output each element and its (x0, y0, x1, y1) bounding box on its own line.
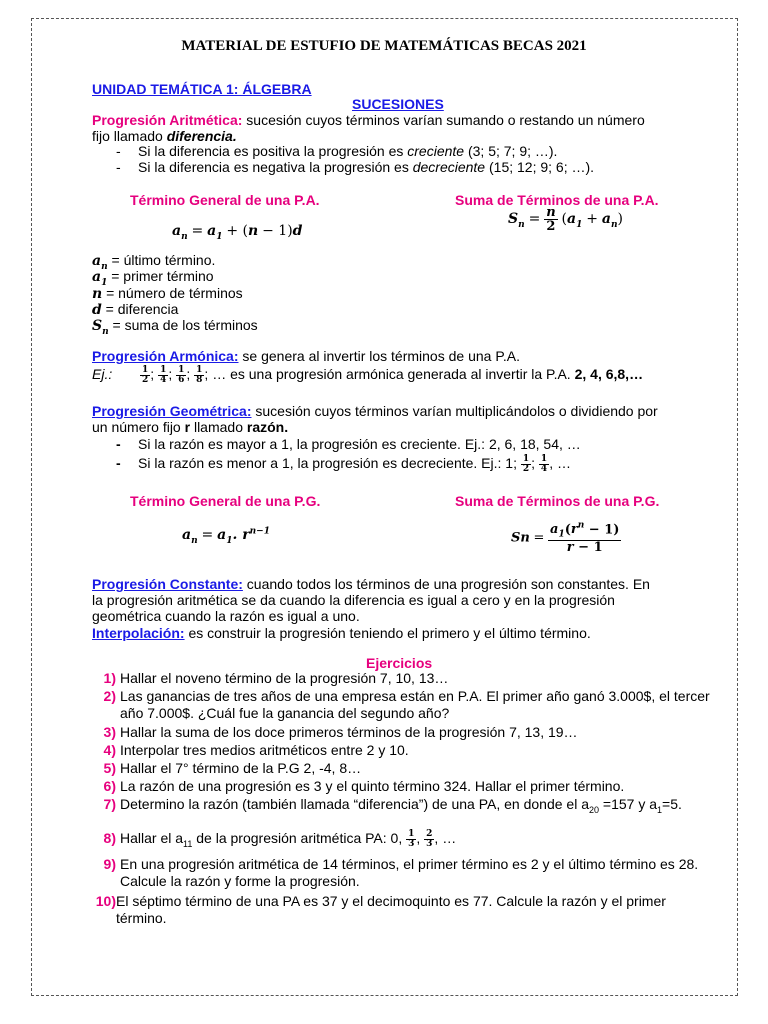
exercise-2: 2) Las ganancias de tres años de una empresa están en P.A. El primer año ganó 3.000$, el tercer año 7.000$. ¿Cuál fue la ganancia del segundo año? (103, 688, 710, 721)
harmonic-example: Ej.: $\frac{1}{2}$ ; $\frac{1}{4}$ ; $\frac{1}{6}$ ; $\frac{1}{8}$ ; … es una progresión armónica generada al invertir la P.A. 2, 4, 6,8,… (92, 365, 644, 385)
pg-sum-title: Suma de Términos de una P.G. (455, 493, 660, 509)
pg-general-title: Término General de una P.G. (130, 493, 321, 509)
exercise-7: 7) Determino la razón (también llamada “diferencia”) de una PA, en donde el $a_{20} =157$ y $a_1=5$. (103, 796, 682, 815)
def-n: n = número de términos (92, 285, 243, 302)
pa-definition-line2: fijo llamado diferencia. (92, 128, 237, 144)
pg-definition-line1: Progresión Geométrica: sucesión cuyos términos varían multiplicándolos o dividiendo por (92, 403, 658, 419)
pg-bullet-increasing: - Si la razón es mayor a 1, la progresión es creciente. Ej.: 2, 6, 18, 54, … (116, 436, 581, 452)
exercise-3: 3) Hallar la suma de los doce primeros términos de la progresión 7, 13, 19… (103, 724, 578, 740)
exercise-1: 1) Hallar el noveno término de la progresión 7, 10, 13… (103, 670, 449, 686)
pa-label: Progresión Aritmética: (92, 112, 243, 128)
pg-general-formula: $a_n = a_1$. $r^{n-1}$ (182, 526, 270, 546)
harmonic-definition: Progresión Armónica: se genera al invertir los términos de una P.A. (92, 348, 520, 364)
pg-label: Progresión Geométrica: (92, 403, 252, 419)
def-sn: $S_n$ = suma de los términos (92, 317, 258, 337)
def-an: $a_n$ = último término. (92, 252, 216, 272)
pa-sum-formula: $S_n$ = $\frac{n}{2}$ $(a_1 + a_n)$ (508, 205, 623, 234)
pg-sum-formula: Sn = $\frac{a_1(r^n - 1)}{r - 1}$ (511, 521, 620, 555)
pa-general-title: Término General de una P.A. (130, 192, 320, 208)
pa-definition-line1: Progresión Aritmética: sucesión cuyos términos varían sumando o restando un número (92, 112, 645, 128)
pa-bullet-increasing: - Si la diferencia es positiva la progresión es creciente (3; 5; 7; 9; …). (116, 143, 558, 159)
exercises-title: Ejercicios (366, 655, 433, 671)
pg-definition-line2: un número fijo r llamado razón. (92, 419, 289, 435)
unit-heading: UNIDAD TEMÁTICA 1: ÁLGEBRA (92, 81, 312, 97)
interpolation-definition: Interpolación: es construir la progresión teniendo el primero y el último término. (92, 625, 591, 641)
exercise-8: 8) Hallar el $a_{11}$ de la progresión aritmética PA: 0, $\frac{1}{3}$ , $\frac{2}{3}$ , … (103, 829, 457, 849)
def-d: d = diferencia (92, 301, 179, 318)
pa-sum-title: Suma de Términos de una P.A. (455, 192, 659, 208)
exercise-4: 4) Interpolar tres medios aritméticos entre 2 y 10. (103, 742, 409, 758)
constant-line1: Progresión Constante: cuando todos los términos de una progresión son constantes. En (92, 576, 650, 592)
exercise-6: 6) La razón de una progresión es 3 y el quinto término 324. Hallar el primer término. (103, 778, 625, 794)
exercise-5: 5) Hallar el 7° término de la P.G 2, -4, 8… (103, 760, 362, 776)
page-title: MATERIAL DE ESTUFIO DE MATEMÁTICAS BECAS 2021 (181, 38, 587, 54)
constant-line3: geométrica cuando la razón es igual a uno. (92, 608, 360, 624)
section-heading: SUCESIONES (352, 96, 444, 112)
interpolation-label: Interpolación: (92, 625, 185, 641)
pg-bullet-decreasing: - Si la razón es menor a 1, la progresión es decreciente. Ej.: 1; $\frac{1}{2}$ ; $\frac{1}{4}$ , … (116, 454, 571, 474)
pa-bullet-decreasing: - Si la diferencia es negativa la progresión es decreciente (15; 12; 9; 6; …). (116, 159, 595, 175)
def-a1: $a_1$ = primer término (92, 268, 214, 288)
harmonic-label: Progresión Armónica: (92, 348, 239, 364)
constant-line2: la progresión aritmética se da cuando la diferencia es igual a cero y en la progresión (92, 592, 615, 608)
exercise-10: 10)El séptimo término de una PA es 37 y el decimoquinto es 77. Calcule la razón y el primer término. (95, 893, 666, 926)
constant-label: Progresión Constante: (92, 576, 243, 592)
exercise-9: 9) En una progresión aritmética de 14 términos, el primer término es 2 y el último término es 28. Calcule la razón y forme la progresión. (103, 856, 699, 889)
pa-general-formula: $a_n = a_1 + (n - 1)d$ (172, 223, 303, 242)
